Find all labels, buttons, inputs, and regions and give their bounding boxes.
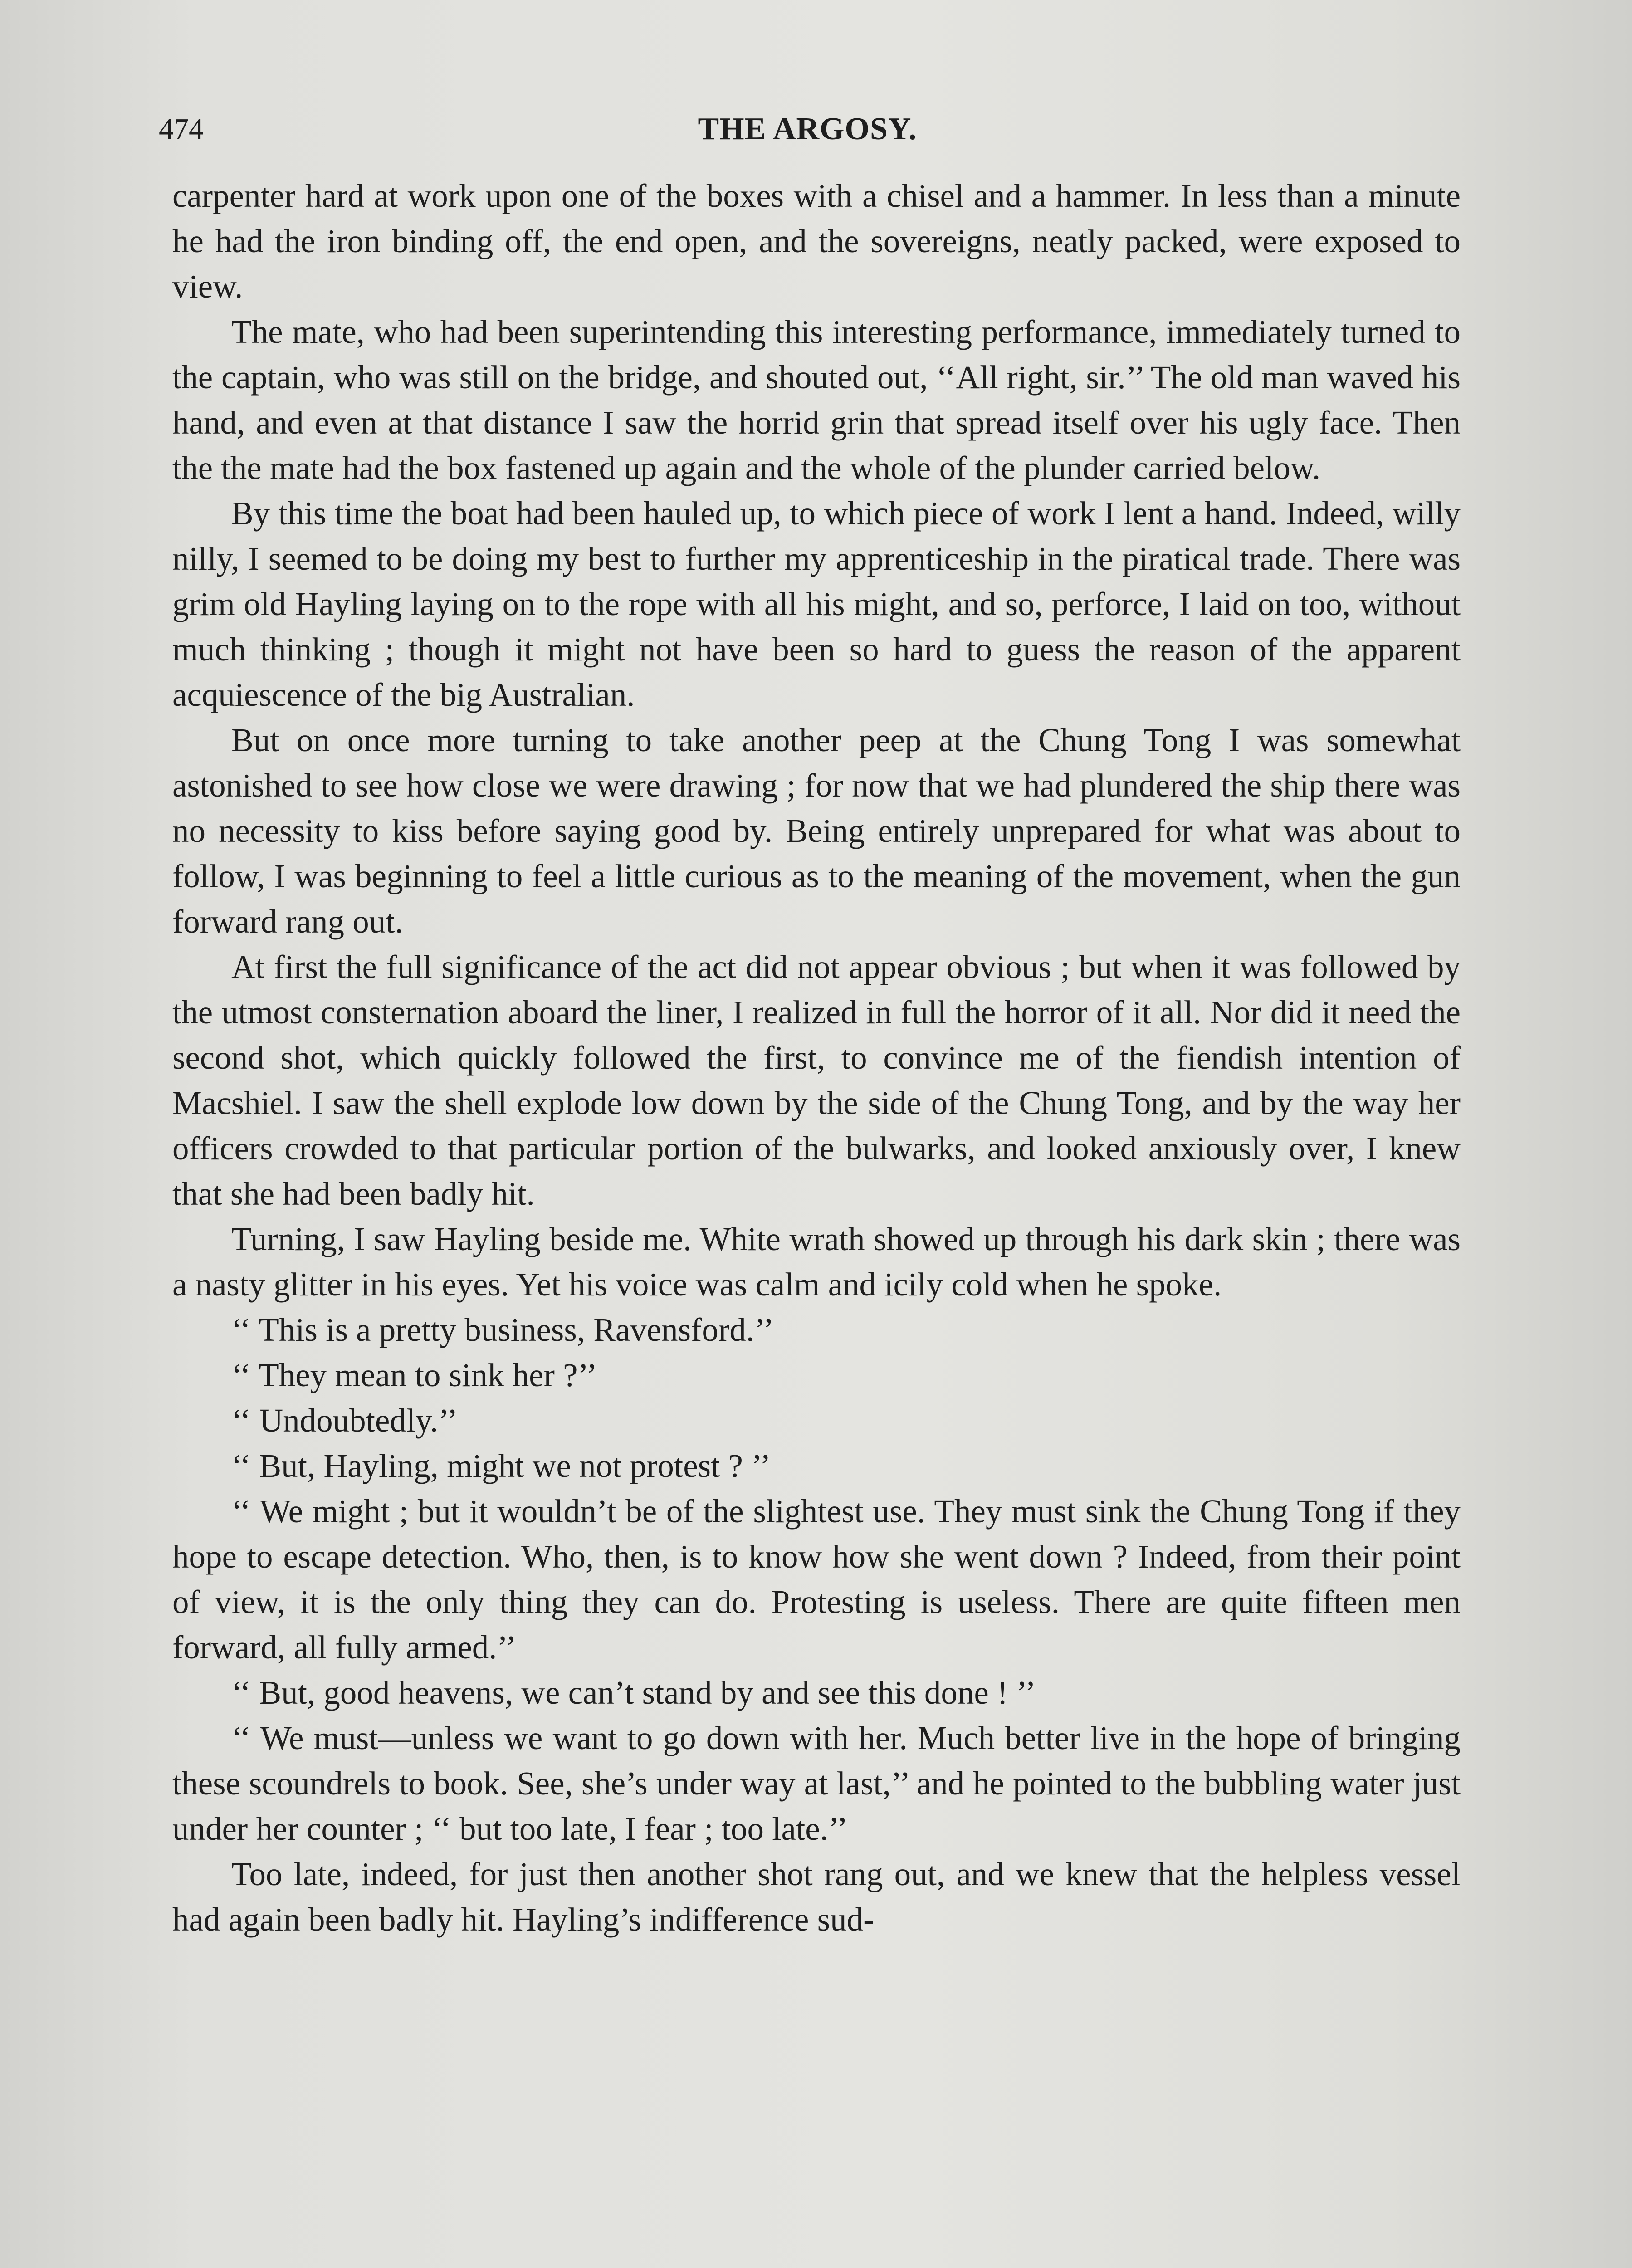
paragraph: carpenter hard at work upon one of the boxes with a chisel and a hammer. In less than a minute he had the iron binding off, the end open, and the sovereigns, neatly packed, were exposed to view. <box>172 177 1461 305</box>
dialogue-line: ‘‘ But, good heavens, we can’t stand by and see this done ! ’’ <box>231 1674 1036 1711</box>
paragraph: ‘‘ We must—unless we want to go down with her. Much better live in the hope of bringing these scoundrels to book. See, she’s under way at last,’’ and he pointed to the bubbling water just under her counter ; ‘‘ but too late, I fear ; too late.’’ <box>172 1720 1461 1847</box>
paragraph: Too late, indeed, for just then another shot rang out, and we knew that the helpless vessel had again been badly hit. Hayling’s indifference sud- <box>172 1856 1461 1938</box>
page-number: 474 <box>159 112 204 146</box>
paragraph: At first the full significance of the act did not appear obvious ; but when it was followed by the utmost consternation aboard the liner, I realized in full the horror of it all. Nor did it need the second shot, which quickly followed the first, to convince me of the fiendish intention of Macshiel. I saw the shell explode low down by the side of the Chung Tong, and by the way her officers crowded to that particular portion of the bulwarks, and looked anxiously over, I knew that she had been badly hit. <box>172 948 1461 1212</box>
dialogue-line: ‘‘ But, Hayling, might we not protest ? ’’ <box>231 1447 771 1484</box>
body-text <box>172 173 1461 1942</box>
paragraph: Turning, I saw Hayling beside me. White wrath showed up through his dark skin ; there was a nasty glitter in his eyes. Yet his voice was calm and icily cold when he spoke. <box>172 1221 1461 1303</box>
dialogue-line: ‘‘ They mean to sink her ?’’ <box>231 1357 597 1393</box>
paragraph: By this time the boat had been hauled up, to which piece of work I lent a hand. Indeed, willy nilly, I seemed to be doing my best to further my apprenticeship in the piratical trade. There was grim old Hayling laying on to the rope with all his might, and so, perforce, I laid on too, without much thinking ; though it might not have been so hard to guess the reason of the apparent acquiescence of the big Australian. <box>172 495 1461 713</box>
paragraph: But on once more turning to take another peep at the Chung Tong I was somewhat astonished to see how close we were drawing ; for now that we had plundered the ship there was no necessity to kiss before saying good by. Being entirely unprepared for what was about to follow, I was beginning to feel a little curious as to the meaning of the movement, when the gun forward rang out. <box>172 722 1461 940</box>
dialogue-line: ‘‘ This is a pretty business, Ravensford.’’ <box>231 1311 774 1348</box>
paragraph: The mate, who had been superintending this interesting performance, immediately turned to the captain, who was still on the bridge, and shouted out, ‘‘All right, sir.’’ The old man waved his hand, and even at that distance I saw the horrid grin that spread itself over his ugly face. Then the the mate had the box fastened up again and the whole of the plunder carried below. <box>172 313 1461 486</box>
dialogue-line: ‘‘ Undoubtedly.’’ <box>231 1402 458 1439</box>
paragraph: ‘‘ We might ; but it wouldn’t be of the slightest use. They must sink the Chung Tong if they hope to escape detection. Who, then, is to know how she went down ? Indeed, from their point of view, it is the only thing they can do. Protesting is useless. There are quite fifteen men forward, all fully armed.’’ <box>172 1493 1461 1666</box>
running-title: THE ARGOSY. <box>698 112 917 147</box>
page-header <box>154 102 1461 156</box>
